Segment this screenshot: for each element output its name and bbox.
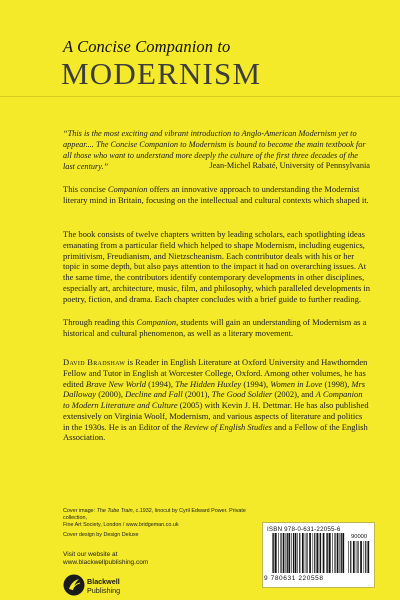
price-code: 90000	[351, 534, 368, 540]
blurb-quote: “This is the most exciting and vibrant introduction to Anglo-American Modernism yet to appear.... The Concise Companion to Modernism is bound to become the main textbook for all those who want to understand more deeply the culture of the first three decades of the last century.”	[63, 129, 366, 171]
blackwell-logo-icon	[63, 574, 85, 596]
cover-design-credit: Cover design by Design Deluxe	[63, 532, 139, 538]
description-paragraph-3: Through reading this Companion, students will gain an understanding of Modernism as a historical and cultural phenomenon, as well as a literary movement.	[63, 317, 367, 338]
website-link[interactable]: www.blackwellpublishing.com	[63, 559, 149, 566]
cover-title: MODERNISM	[61, 56, 262, 91]
ean-barcode	[272, 533, 346, 573]
isbn-text: ISBN 978-0-631-22055-6	[267, 526, 341, 533]
description-paragraph-2: The book consists of twelve chapters written by leading scholars, each spotlighting ideas emanating from a particular field which helped to shape Modernism, including eugenics, primitivism, Freudianism, and Nietzscheanism. Each contributor deals with his or her topic in some depth, but also pays attention to the impact it had on overarching issues. At the same time, the contributors identify contemporary developments in other disciplines, especially art, architecture, music, film, and philosophy, which paralleled developments in poetry, fiction, and drama. Each chapter concludes with a brief guide to further reading.	[63, 229, 371, 304]
description-paragraph-1: This concise Companion offers an innovative approach to understanding the Modernist literary mind in Britain, focusing on the intellectual and cultural contexts which shaped it.	[63, 184, 369, 205]
divider-line	[0, 96, 400, 97]
author-bio: David Bradshaw is Reader in English Literature at Oxford University and Hawthornden Fellow and Tutor in English at Worcester College, Oxford. Among other volumes, he has edited Brave New World (1994), The Hidden Huxley (1994), Women in Love (1998), Mrs Dalloway (2000), Decline and Fall (2001), The Good Soldier (2002), and A Companion to Modern Literature and Culture (2005) with Kevin J. H. Dettmar. He has also published extensively on Virginia Woolf, Modernism, and various aspects of literature and politics in the 1930s. He is an Editor of the Review of English Studies and a Fellow of the English Association.	[63, 357, 369, 443]
cover-subtitle: A Concise Companion to	[63, 37, 231, 56]
publisher-logo-text: Blackwell Publishing	[87, 577, 121, 595]
cover-credits: Cover image: The Tube Train, c.1932, linocut by Cyril Edward Power. Private collection, Fine Art Society, London / www.bridgeman.co.uk	[63, 508, 246, 528]
author-name: David Bradshaw	[63, 357, 126, 367]
blurb-attribution: Jean-Michel Rabaté, University of Pennsylvania	[209, 161, 370, 170]
barcode-digits: 9 780631 220558	[264, 575, 324, 582]
addon-barcode	[348, 541, 370, 573]
website-info: Visit our website at www.blackwellpublishing.com	[63, 551, 149, 566]
